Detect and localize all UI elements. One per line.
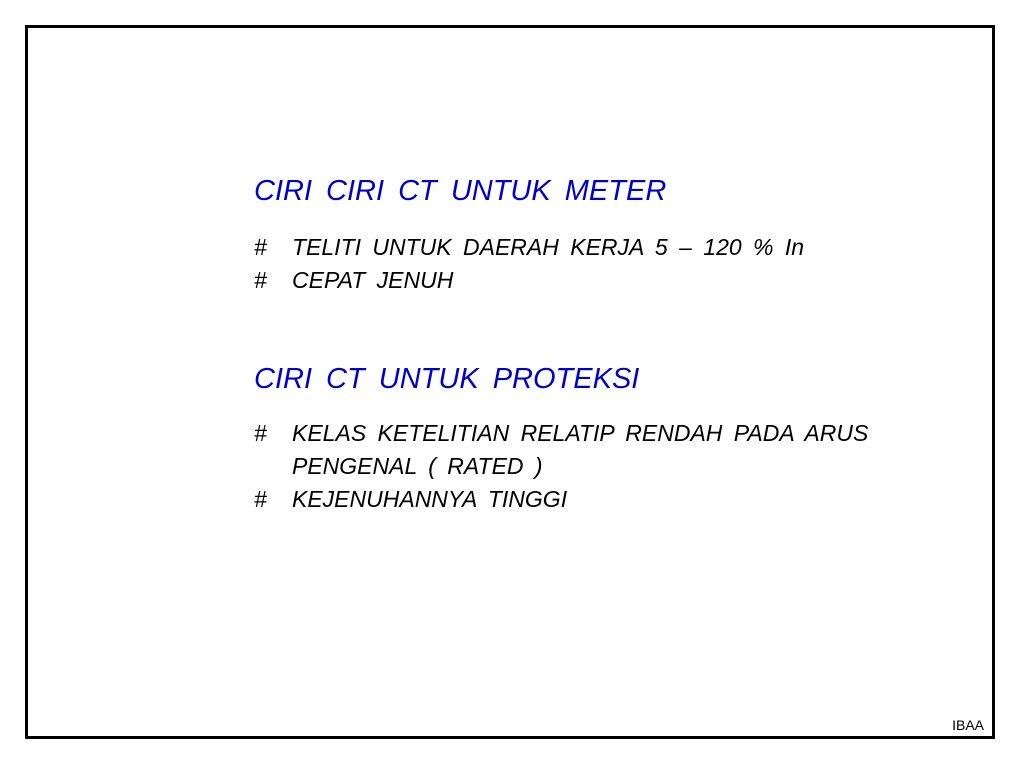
bullet-marker: # <box>254 267 267 293</box>
footer-mark: IBAA <box>952 717 984 733</box>
bullet-item <box>254 264 954 297</box>
bullet-text: KEJENUHANNYA TINGGI <box>292 486 568 512</box>
bullet-marker: # <box>254 234 267 260</box>
slide-frame <box>25 25 995 739</box>
bullet-marker: # <box>254 486 267 512</box>
bullet-text: CEPAT JENUH <box>292 267 454 293</box>
bullet-list-meter <box>254 231 954 297</box>
bullet-item <box>254 483 954 516</box>
section-heading-proteksi: CIRI CT UNTUK PROTEKSI <box>254 363 640 395</box>
bullet-marker: # <box>254 420 267 446</box>
section-heading-meter: CIRI CIRI CT UNTUK METER <box>254 175 667 207</box>
bullet-text: TELITI UNTUK DAERAH KERJA 5 – 120 % In <box>292 234 805 260</box>
bullet-text: KELAS KETELITIAN RELATIP RENDAH PADA ARUS PENGENAL ( RATED ) <box>292 420 869 479</box>
slide-content <box>254 173 954 516</box>
bullet-item <box>254 417 954 483</box>
bullet-list-proteksi <box>254 417 954 516</box>
bullet-item <box>254 231 954 264</box>
